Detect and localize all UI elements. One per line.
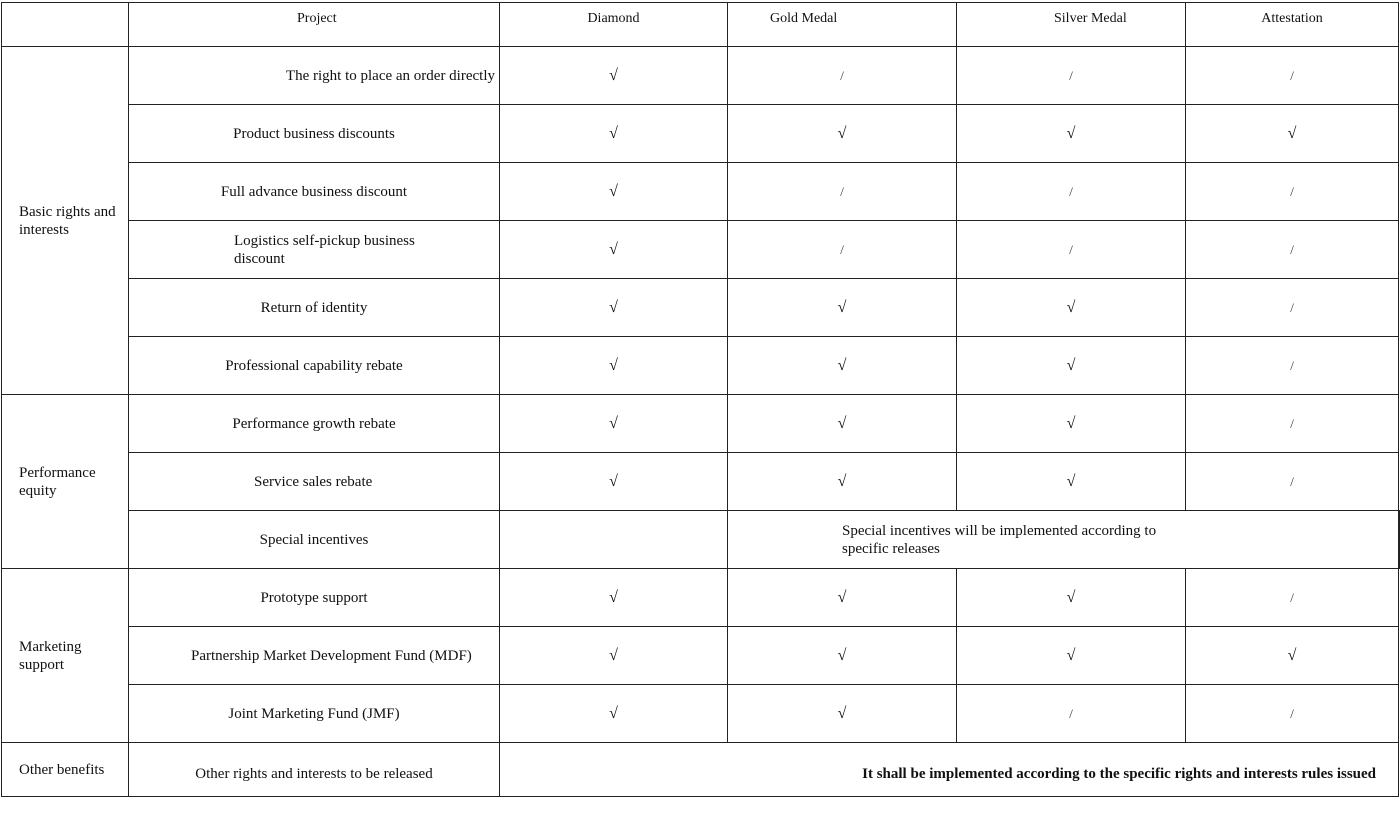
- diamond-mark: √: [500, 453, 728, 511]
- silver-mark: /: [957, 163, 1186, 221]
- benefits-table: [1, 2, 1400, 797]
- table-row: [2, 47, 1400, 105]
- gold-mark: √: [728, 105, 957, 163]
- silver-mark: √: [957, 279, 1186, 337]
- diamond-mark: √: [500, 163, 728, 221]
- silver-mark: /: [957, 685, 1186, 743]
- diamond-mark: √: [500, 685, 728, 743]
- gold-mark: √: [728, 627, 957, 685]
- silver-mark: √: [957, 395, 1186, 453]
- category-basic-rights: Basic rights and interests: [2, 47, 129, 395]
- header-attestation: Attestation: [1186, 3, 1399, 47]
- category-other-benefits: Other benefits: [2, 743, 129, 797]
- table-row: [2, 337, 1400, 395]
- diamond-mark: √: [500, 569, 728, 627]
- table-row: [2, 221, 1400, 279]
- table-row: [2, 395, 1400, 453]
- empty-cell: [500, 511, 728, 569]
- diamond-mark: √: [500, 105, 728, 163]
- empty-cell: [1399, 511, 1400, 569]
- silver-mark: √: [957, 105, 1186, 163]
- gold-mark: √: [728, 337, 957, 395]
- table-row: [2, 743, 1400, 797]
- table-row: [2, 453, 1400, 511]
- project-cell: Return of identity: [129, 279, 500, 337]
- attestation-mark: /: [1186, 47, 1399, 105]
- gold-mark: /: [728, 163, 957, 221]
- gold-mark: √: [728, 453, 957, 511]
- attestation-mark: √: [1186, 627, 1399, 685]
- attestation-mark: √: [1186, 105, 1399, 163]
- silver-mark: √: [957, 337, 1186, 395]
- table-row: [2, 279, 1400, 337]
- header-diamond: Diamond: [500, 3, 728, 47]
- silver-mark: √: [957, 627, 1186, 685]
- project-cell: Full advance business discount: [129, 163, 500, 221]
- gold-mark: /: [728, 221, 957, 279]
- other-benefits-note: It shall be implemented according to the specific rights and interests rules issued: [500, 743, 1399, 797]
- diamond-mark: √: [500, 279, 728, 337]
- project-cell: Service sales rebate: [129, 453, 500, 511]
- table-row: [2, 105, 1400, 163]
- project-cell: Performance growth rebate: [129, 395, 500, 453]
- category-text: Marketing support: [19, 638, 82, 673]
- special-incentives-note: [728, 511, 1399, 569]
- silver-mark: √: [957, 569, 1186, 627]
- project-text: Partnership Market Development Fund (MDF): [191, 647, 472, 664]
- category-text: Performance equity: [19, 464, 96, 499]
- category-marketing-support: [2, 569, 129, 743]
- project-cell: [129, 627, 500, 685]
- project-text: Logistics self-pickup business discount: [234, 232, 415, 267]
- project-cell: Other rights and interests to be released: [129, 743, 500, 797]
- silver-mark: /: [957, 221, 1186, 279]
- project-cell: Special incentives: [129, 511, 500, 569]
- gold-mark: √: [728, 279, 957, 337]
- diamond-mark: √: [500, 395, 728, 453]
- attestation-mark: /: [1186, 569, 1399, 627]
- project-cell: The right to place an order directly: [129, 47, 500, 105]
- header-project: Project: [129, 3, 500, 47]
- table-row: [2, 511, 1400, 569]
- table-row: [2, 627, 1400, 685]
- project-cell: [129, 221, 500, 279]
- attestation-mark: /: [1186, 221, 1399, 279]
- header-row: [2, 3, 1400, 47]
- table-row: [2, 685, 1400, 743]
- project-cell: Prototype support: [129, 569, 500, 627]
- gold-mark: /: [728, 47, 957, 105]
- attestation-mark: /: [1186, 395, 1399, 453]
- diamond-mark: √: [500, 627, 728, 685]
- diamond-mark: √: [500, 47, 728, 105]
- attestation-mark: /: [1186, 163, 1399, 221]
- header-category-cell: [2, 3, 129, 47]
- attestation-mark: /: [1186, 453, 1399, 511]
- header-gold-medal: Gold Medal: [728, 3, 957, 47]
- silver-mark: /: [957, 47, 1186, 105]
- attestation-mark: /: [1186, 279, 1399, 337]
- project-cell: Product business discounts: [129, 105, 500, 163]
- header-silver-medal: Silver Medal: [957, 3, 1186, 47]
- diamond-mark: √: [500, 337, 728, 395]
- diamond-mark: √: [500, 221, 728, 279]
- note-text: Special incentives will be implemented according to specific releases: [842, 522, 1157, 557]
- gold-mark: √: [728, 569, 957, 627]
- attestation-mark: /: [1186, 685, 1399, 743]
- attestation-mark: /: [1186, 337, 1399, 395]
- project-cell: Professional capability rebate: [129, 337, 500, 395]
- gold-mark: √: [728, 395, 957, 453]
- table-row: [2, 163, 1400, 221]
- gold-mark: √: [728, 685, 957, 743]
- silver-mark: √: [957, 453, 1186, 511]
- table-row: [2, 569, 1400, 627]
- project-cell: Joint Marketing Fund (JMF): [129, 685, 500, 743]
- category-performance-equity: [2, 395, 129, 569]
